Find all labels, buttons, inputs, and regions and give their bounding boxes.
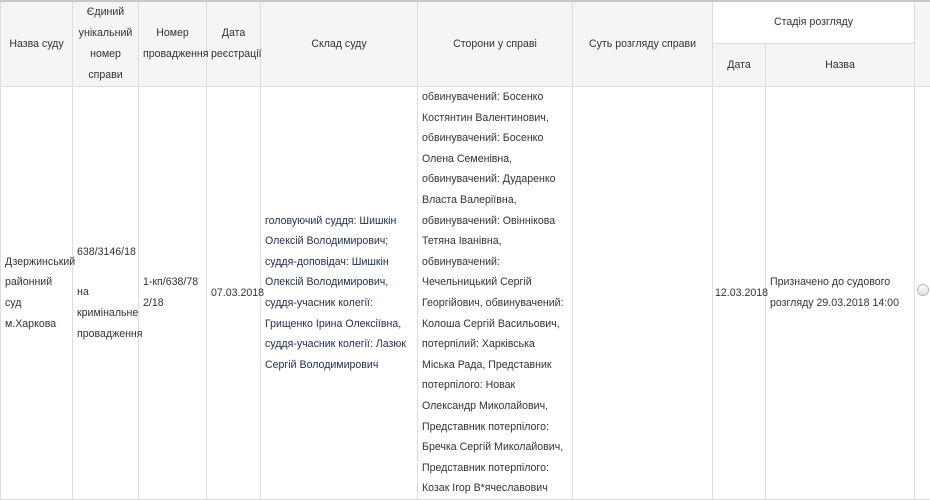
court-name: Дзержинський районний суд м.Харкова xyxy=(1,87,73,500)
case-type: на кримінальне провадження xyxy=(77,286,143,339)
header-proceeding-number: Номер провадження xyxy=(139,1,207,87)
parties: обвинувачений: Босенко Костянтин Валентинович, обвинувачений: Босенко Олена Семенівна, обвинувачений: Дударенко Власта Валеріївна, обвинувачений: Овіннікова Тетяна Іванівна, обвинувачений: Чечельницький Сергій Георгійович, обвинувачений: Колоша Сергій Васильович, потерпілий: Харківська Міська Рада, Представник потерпілого: Новак Олександр Миколайович, Представник потерпілого: Бречка Сергій Миколайович, Представник потерпілого: Козак Ігор В*ячеславович xyxy=(418,87,573,500)
header-court-name: Назва суду xyxy=(1,1,73,87)
header-stage: Стадія розгляду xyxy=(713,1,915,44)
proceeding-number: 1-кп/638/782/18 xyxy=(139,87,207,500)
header-stage-name: Назва xyxy=(766,44,915,87)
case-number-cell xyxy=(73,87,139,500)
header-stage-date: Дата xyxy=(713,44,766,87)
case-essence xyxy=(573,87,713,500)
row-select-cell xyxy=(915,87,930,500)
header-registration-date: Дата реєстрації xyxy=(207,1,261,87)
case-number: 638/3146/18 xyxy=(77,246,136,258)
header-parties: Сторони у справі xyxy=(418,1,573,87)
table-row xyxy=(1,87,930,500)
court-composition: головуючий суддя: Шишкін Олексій Володимирович; суддя-доповідач: Шишкін Олексій Володимирович, суддя-учасник колегії: Грищенко Ірина Олексіївна, суддя-учасник колегії: Лазюк Сергій Володимирович xyxy=(261,87,418,500)
registration-date: 07.03.2018 xyxy=(207,87,261,500)
header-case-essence: Суть розгляду справи xyxy=(573,1,713,87)
stage-name: Призначено до судового розгляду 29.03.2018 14:00 xyxy=(766,87,915,500)
header-case-number: Єдиний унікальний номер справи xyxy=(73,1,139,87)
row-select-radio[interactable] xyxy=(917,284,929,296)
header-select xyxy=(915,1,930,87)
stage-date: 12.03.2018 xyxy=(713,87,766,500)
header-court-composition: Склад суду xyxy=(261,1,418,87)
